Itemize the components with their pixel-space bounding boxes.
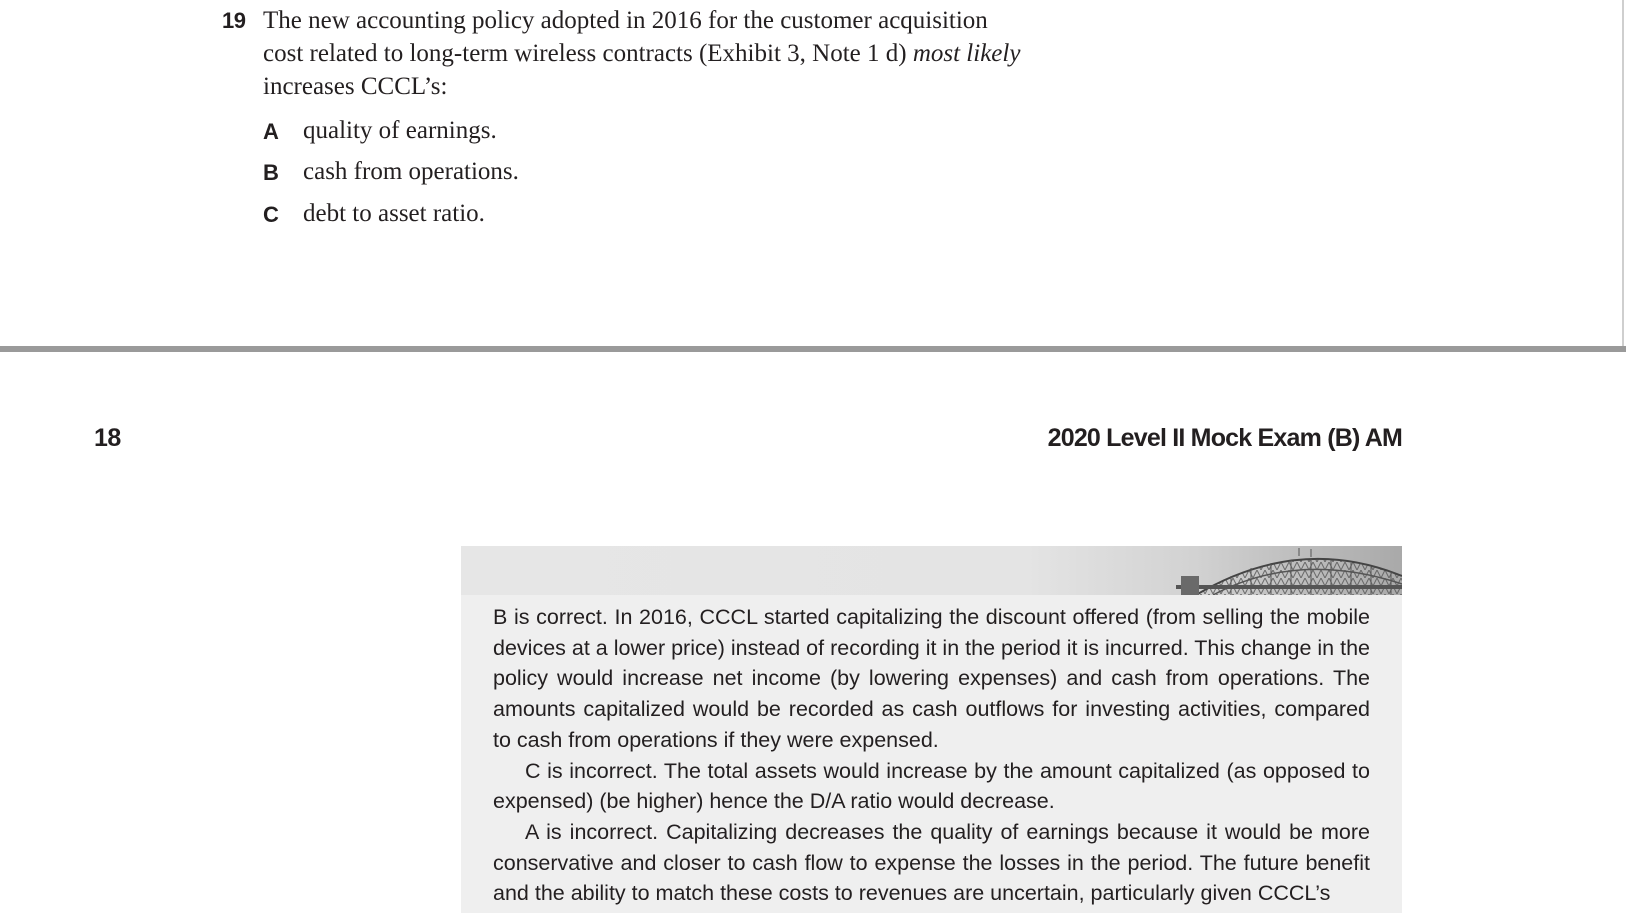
answer-box [461,546,1402,913]
option-b-letter: B [263,160,279,185]
answer-paragraph-a: A is incorrect. Capitalizing decreases the quality of earnings because it would be more conservative and closer to cash flow to expense the losses in the period. The future benefit and the ability to match these costs to revenues are uncertain, particularly given CCCL’s [493,819,1370,906]
option-b-text: cash from operations. [303,158,519,185]
question-number: 19 [222,8,246,33]
answer-text [493,602,1370,909]
question-stem-line-2 [263,37,1123,70]
question-stem-line-1: The new accounting policy adopted in 2016 for the customer acquisition [263,7,988,34]
answer-paragraph-c: C is incorrect. The total assets would increase by the amount capitalized (as opposed to expensed) (be higher) hence the D/A ratio would decrease. [493,758,1370,814]
bridge-arch-icon [461,546,1402,595]
option-c-letter: C [263,202,279,227]
running-title: 2020 Level II Mock Exam (B) AM [1047,424,1402,452]
option-a-letter: A [263,119,279,144]
answer-paragraph-correct: B is correct. In 2016, CCCL started capitalizing the discount offered (from selling the mobile devices at a lower price) instead of recording it in the period it is incurred. This change in the policy would increase net income (by lowering expenses) and cash from operations. The amounts capitalized would be recorded as cash outflows for investing activities, compared to cash from operations if they were expensed. [493,605,1370,752]
question-stem-emphasis: most likely [912,40,1021,67]
answer-banner [461,546,1402,595]
page-divider [0,346,1626,352]
page-edge [1622,0,1624,352]
option-c-text: debt to asset ratio. [303,200,485,227]
question-stem [263,4,1123,103]
question-stem-line-2-text: cost related to long-term wireless contracts (Exhibit 3, Note 1 d) [263,40,913,67]
page-number: 18 [94,424,121,452]
option-a-text: quality of earnings. [303,117,497,144]
question-stem-line-3: increases CCCL’s: [263,73,448,100]
